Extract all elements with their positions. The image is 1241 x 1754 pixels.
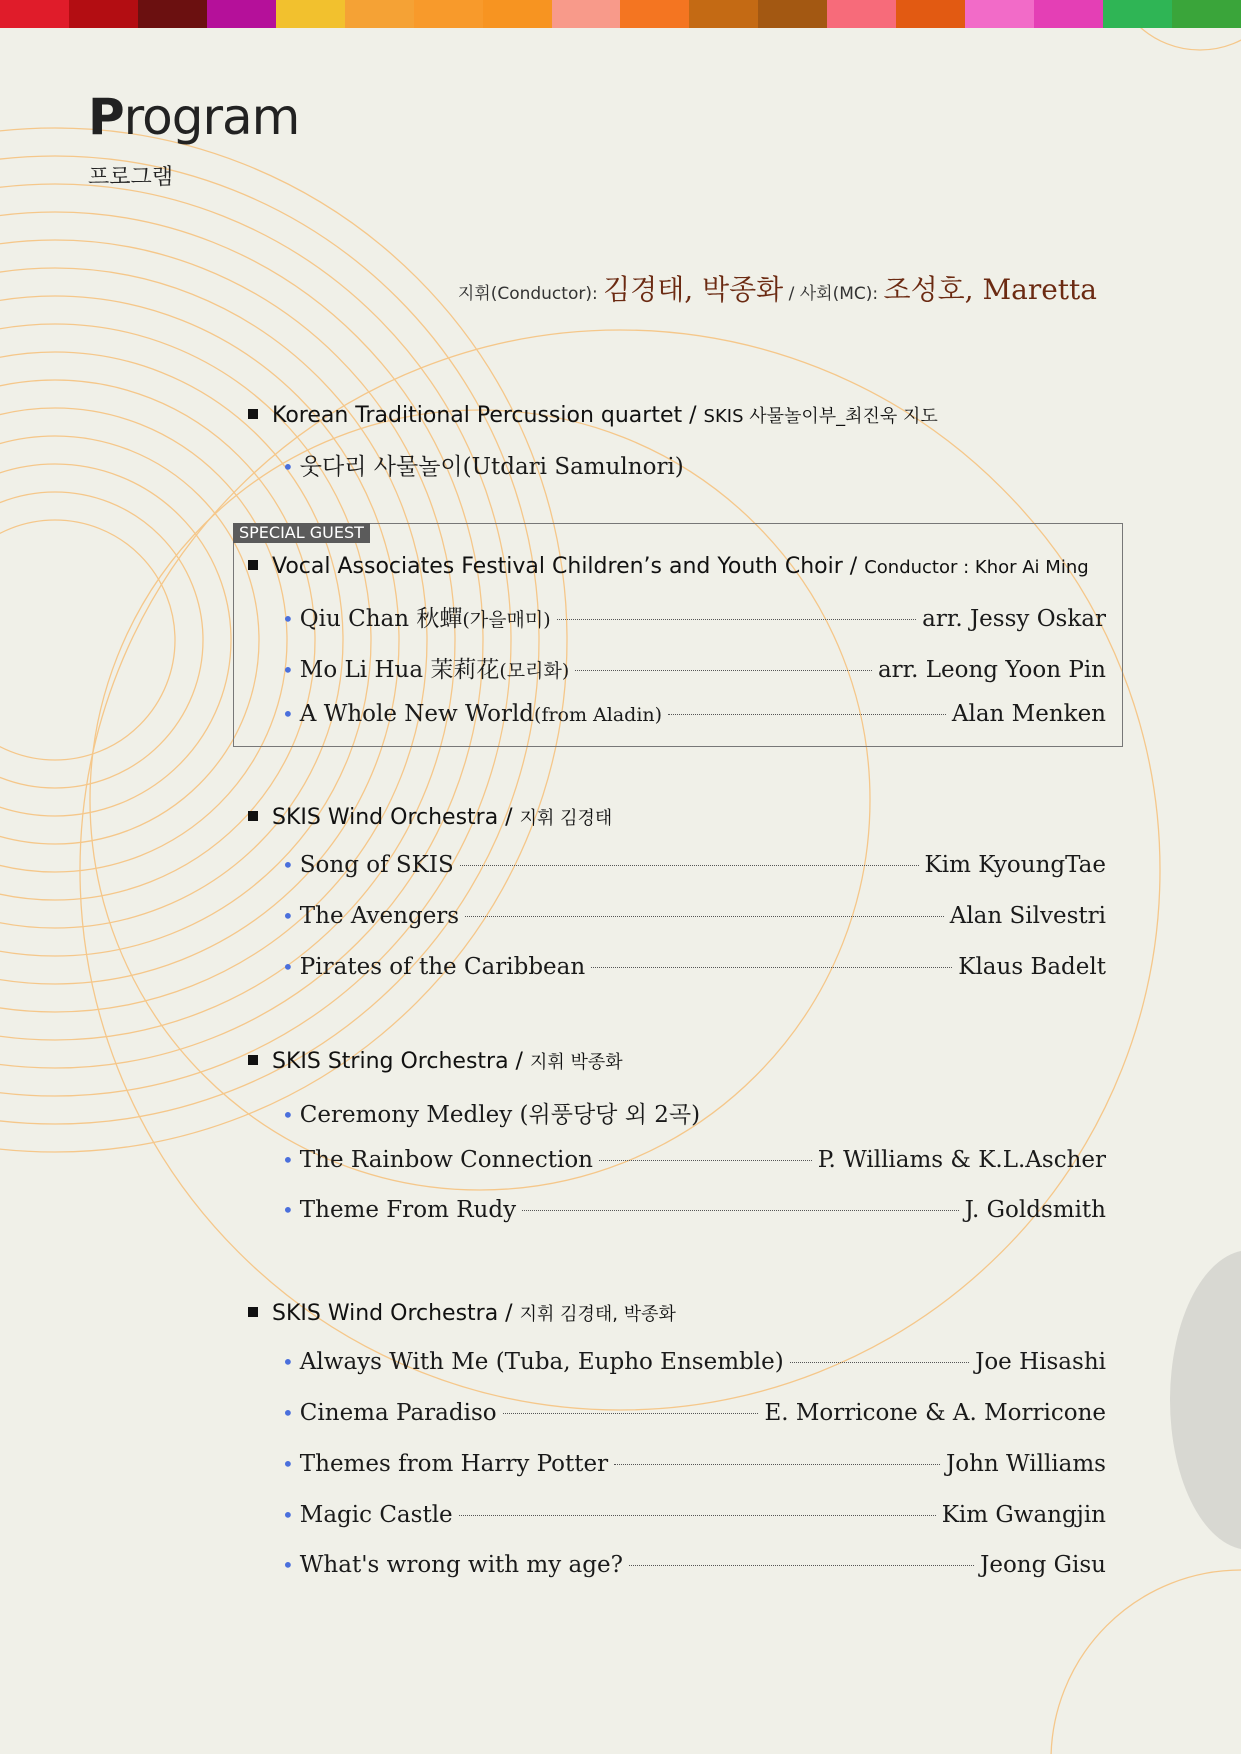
page-subtitle: 프로그램 (88, 165, 174, 190)
program-item (282, 1147, 1106, 1181)
color-swatch (414, 0, 483, 28)
dot-bullet-icon: • (282, 955, 294, 979)
dot-bullet-icon: • (282, 455, 294, 479)
decorative-ring (0, 492, 203, 788)
dotted-leader (599, 1160, 812, 1161)
color-swatch (207, 0, 276, 28)
color-swatch (552, 0, 621, 28)
dot-bullet-icon: • (282, 904, 294, 928)
color-swatch (276, 0, 345, 28)
decorative-ring (0, 464, 231, 816)
conductor-names: 김경태, 박종화 (603, 273, 784, 306)
item-title: What's wrong with my age? (299, 1552, 623, 1578)
dot-bullet-icon: • (282, 1198, 294, 1222)
item-title: Pirates of the Caribbean (299, 954, 586, 980)
section-subtitle: Conductor : Khor Ai Ming (864, 557, 1089, 578)
program-item (282, 903, 1106, 937)
dotted-leader (522, 1210, 959, 1211)
square-bullet-icon (248, 409, 258, 419)
mc-label: / 사회(MC): (783, 284, 884, 304)
square-bullet-icon (248, 560, 258, 570)
conductor-label: 지휘(Conductor): (457, 284, 604, 304)
color-swatch (0, 0, 69, 28)
dotted-leader (459, 1515, 936, 1516)
item-composer: P. Williams & K.L.Ascher (817, 1147, 1106, 1173)
program-item (282, 1400, 1106, 1434)
item-composer: Kim Gwangjin (941, 1502, 1106, 1528)
color-swatch (620, 0, 689, 28)
color-bar (0, 0, 1241, 28)
item-composer: arr. Jessy Oskar (922, 606, 1106, 632)
item-composer: Klaus Badelt (958, 954, 1106, 980)
section-subtitle: SKIS 사물놀이부_최진욱 지도 (703, 406, 938, 427)
dotted-leader (460, 865, 919, 866)
color-swatch (483, 0, 552, 28)
program-item (282, 600, 1106, 634)
section-subtitle: 지휘 김경태, 박종화 (519, 1304, 676, 1325)
dot-bullet-icon: • (282, 1553, 294, 1577)
section-title: SKIS String Orchestra (272, 1049, 509, 1074)
color-swatch (827, 0, 896, 28)
program-item (282, 651, 1106, 685)
program-item (282, 954, 1106, 988)
dotted-leader (557, 619, 917, 620)
item-title: Song of SKIS (299, 852, 454, 878)
section-title: Korean Traditional Percussion quartet (272, 403, 683, 428)
dotted-leader (629, 1565, 974, 1566)
item-title: Qiu Chan 秋蟬 (299, 606, 463, 632)
item-title: Cinema Paradiso (299, 1400, 497, 1426)
square-bullet-icon (248, 1055, 258, 1065)
section-subtitle: 지휘 박종화 (529, 1052, 623, 1073)
title-initial: P (88, 88, 124, 146)
dot-bullet-icon: • (282, 658, 294, 682)
dotted-leader (465, 916, 944, 917)
dotted-leader (614, 1464, 940, 1465)
item-composer: E. Morricone & A. Morricone (764, 1400, 1106, 1426)
item-title: Always With Me (Tuba, Eupho Ensemble) (299, 1349, 784, 1375)
color-swatch (69, 0, 138, 28)
program-item (282, 701, 1106, 735)
dotted-leader (668, 714, 946, 715)
decorative-ring (0, 436, 259, 844)
dot-bullet-icon: • (282, 1350, 294, 1374)
dot-bullet-icon: • (282, 702, 294, 726)
section-title: SKIS Wind Orchestra (272, 1301, 499, 1326)
decorative-ring (0, 520, 175, 760)
program-item (282, 448, 1106, 482)
dot-bullet-icon: • (282, 1148, 294, 1172)
item-title: A Whole New World (299, 701, 535, 727)
color-swatch (896, 0, 965, 28)
color-swatch (1034, 0, 1103, 28)
square-bullet-icon (248, 811, 258, 821)
item-title: 웃다리 사물놀이(Utdari Samulnori) (299, 454, 684, 480)
color-swatch (689, 0, 758, 28)
item-title: Theme From Rudy (299, 1197, 517, 1223)
dotted-leader (790, 1362, 969, 1363)
dot-bullet-icon: • (282, 607, 294, 631)
item-composer: J. Goldsmith (964, 1197, 1106, 1223)
dotted-leader (591, 967, 952, 968)
item-title: Magic Castle (299, 1502, 453, 1528)
program-item (282, 852, 1106, 886)
item-title: The Avengers (299, 903, 460, 929)
item-composer: Alan Menken (951, 701, 1106, 727)
credits-line (458, 268, 1097, 308)
page-title (88, 88, 300, 146)
item-composer: John Williams (946, 1451, 1106, 1477)
color-swatch (138, 0, 207, 28)
section-heading: SKIS Wind Orchestra / 지휘 김경태, 박종화 (248, 1300, 676, 1326)
dot-bullet-icon: • (282, 1103, 294, 1127)
item-title: The Rainbow Connection (299, 1147, 593, 1173)
item-composer: Alan Silvestri (949, 903, 1106, 929)
section-heading: SKIS String Orchestra / 지휘 박종화 (248, 1048, 623, 1074)
program-item (282, 1096, 1106, 1130)
square-bullet-icon (248, 1307, 258, 1317)
dotted-leader (575, 670, 872, 671)
item-title: Ceremony Medley (위풍당당 외 2곡) (299, 1102, 701, 1128)
program-item (282, 1451, 1106, 1485)
color-swatch (1103, 0, 1172, 28)
section-heading: SKIS Wind Orchestra / 지휘 김경태 (248, 804, 612, 830)
special-guest-tag: SPECIAL GUEST (233, 523, 370, 543)
color-swatch (758, 0, 827, 28)
program-item (282, 1502, 1106, 1536)
item-note: (모리화) (499, 660, 570, 682)
section-subtitle: 지휘 김경태 (519, 808, 613, 829)
item-composer: Jeong Gisu (980, 1552, 1106, 1578)
dot-bullet-icon: • (282, 1401, 294, 1425)
section-title: SKIS Wind Orchestra (272, 805, 499, 830)
title-rest: rogram (123, 88, 300, 146)
section-heading: Korean Traditional Percussion quartet / SKIS 사물놀이부_최진욱 지도 (248, 402, 938, 428)
item-note: (가을매미) (462, 609, 551, 631)
color-swatch (965, 0, 1034, 28)
mc-names: 조성호, Maretta (883, 273, 1097, 306)
item-title: Themes from Harry Potter (299, 1451, 609, 1477)
item-title: Mo Li Hua 茉莉花 (299, 657, 500, 683)
section-heading: Vocal Associates Festival Children’s and Youth Choir / Conductor : Khor Ai Ming (248, 554, 1089, 579)
item-composer: Kim KyoungTae (924, 852, 1106, 878)
program-item (282, 1349, 1106, 1383)
dot-bullet-icon: • (282, 1452, 294, 1476)
color-swatch (1172, 0, 1241, 28)
program-item (282, 1197, 1106, 1231)
section-title: Vocal Associates Festival Children’s and Youth Choir (272, 554, 843, 579)
dot-bullet-icon: • (282, 853, 294, 877)
dot-bullet-icon: • (282, 1503, 294, 1527)
item-composer: arr. Leong Yoon Pin (877, 657, 1106, 683)
item-note: (from Aladin) (534, 704, 663, 726)
program-item (282, 1552, 1106, 1586)
dotted-leader (503, 1413, 759, 1414)
item-composer: Joe Hisashi (975, 1349, 1106, 1375)
color-swatch (345, 0, 414, 28)
